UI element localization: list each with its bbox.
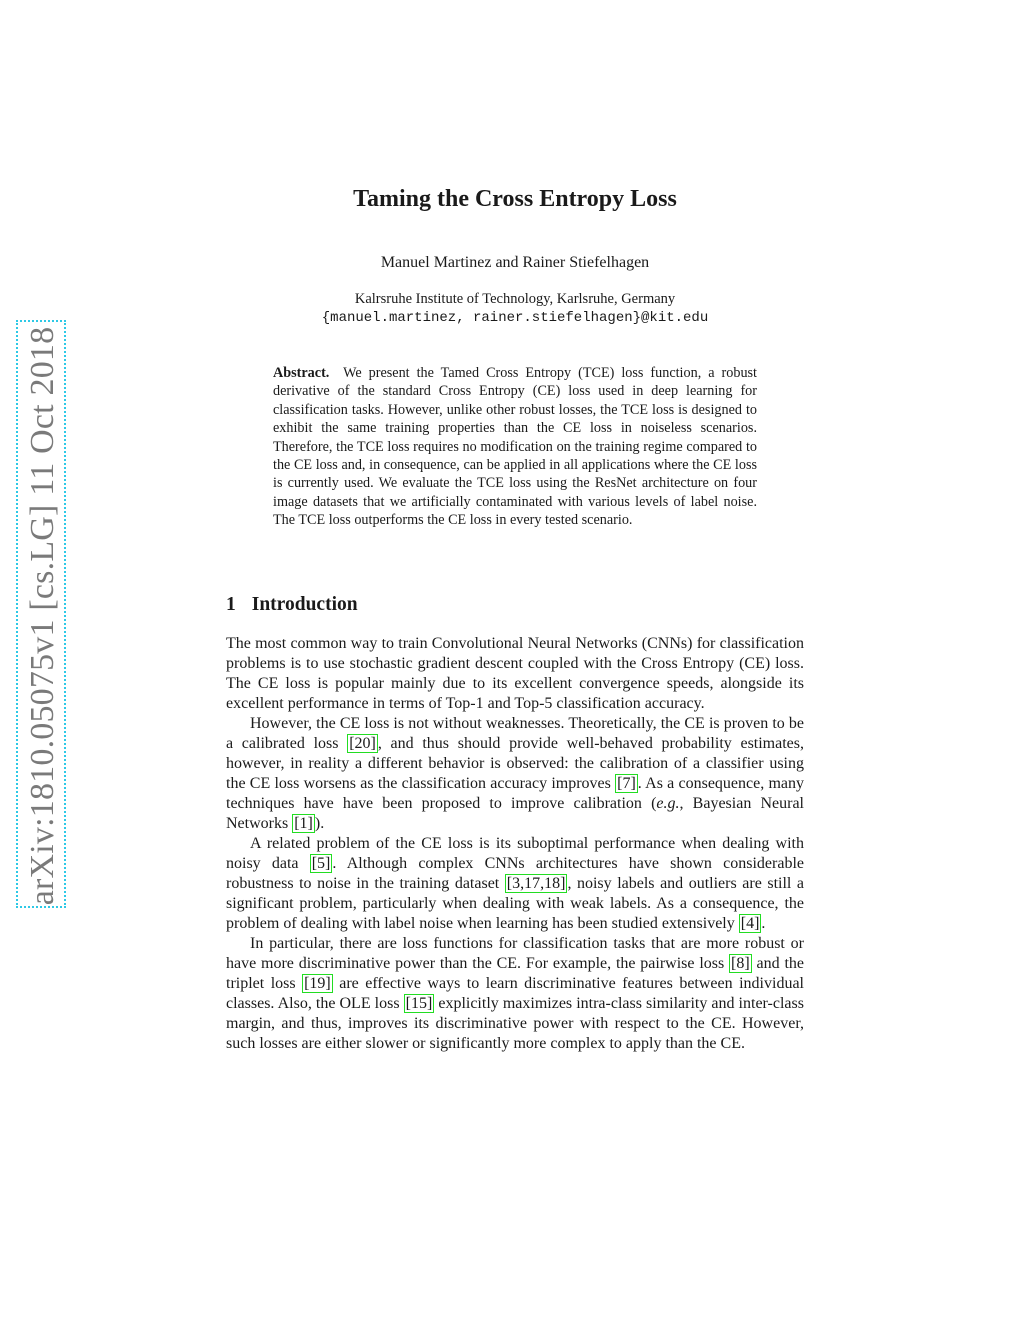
citation-link[interactable]: [4] <box>740 915 760 932</box>
text-run: A related problem of the CE loss is its suboptimal performance when dealing with noisy data <box>226 835 804 872</box>
text-run: and the triplet loss <box>226 955 804 992</box>
arxiv-stamp-text: arXiv:1810.05075v1 [cs.LG] 11 Oct 2018 <box>24 326 61 906</box>
citation-link[interactable]: [8] <box>731 955 750 972</box>
citation-link[interactable]: [1] <box>294 815 313 832</box>
text-run: In particular, there are loss functions for classification tasks that are more robust or have more discriminative power than the CE. For example, the pairwise loss <box>226 935 804 972</box>
abstract-text: We present the Tamed Cross Entropy (TCE) loss function, a robust derivative of the standard Cross Entropy (CE) loss used in deep learning for classification tasks. However, unlike other robust losses, the TCE loss is designed to exhibit the same training properties than the CE loss in noiseless scenarios. Therefore, the TCE loss requires no modification on the training regime compared to the CE loss and, in consequence, can be applied in all applications where the CE loss is currently used. We evaluate the TCE loss using the ResNet architecture on four image datasets that we artificially contaminated with various levels of label noise. The TCE loss outperforms the CE loss in every tested scenario. <box>273 365 757 529</box>
abstract <box>273 364 757 530</box>
arxiv-stamp <box>16 320 66 908</box>
section-body <box>226 634 804 1054</box>
text-run: . Although complex CNNs architectures have shown considerable robustness to noise in the training dataset <box>226 855 804 892</box>
text-run: are effective ways to learn discriminative features between individual classes. Also, the OLE loss <box>226 975 804 1012</box>
text-run: However, the CE loss is not without weaknesses. Theoretically, the CE is proven to be a calibrated loss <box>226 715 804 752</box>
text-run: , noisy labels and outliers are still a significant problem, particularly when dealing with weak labels. As a consequence, the problem of dealing with label noise when learning has been studied extensively <box>226 875 804 932</box>
text-run: , and thus should provide well-behaved probability estimates, however, in reality a different behavior is observed: the calibration of a classifier using the CE loss worsens as the classification accuracy improves <box>226 735 805 792</box>
text-run: ). <box>314 815 325 832</box>
text-run: , Bayesian Neural Networks <box>226 795 804 832</box>
paragraph-1: The most common way to train Convolutional Neural Networks (CNNs) for classification problems is to use stochastic gradient descent coupled with the Cross Entropy (CE) loss. The CE loss is popular mainly due to its excellent convergence speeds, alongside its excellent performance in terms of Top-1 and Top-5 classification accuracy. <box>226 635 804 712</box>
abstract-label: Abstract. <box>273 365 330 381</box>
section-title: Introduction <box>251 594 358 615</box>
text-run: . <box>761 915 766 932</box>
paragraph-3 <box>226 834 804 934</box>
citation-link[interactable]: [19] <box>304 975 331 992</box>
authors: Manuel Martinez and Rainer Stiefelhagen <box>380 254 650 271</box>
section-number: 1 <box>226 594 236 615</box>
paragraph-4 <box>226 934 804 1054</box>
citation-link[interactable]: [20] <box>349 735 376 752</box>
citation-link[interactable]: [5] <box>311 855 331 872</box>
text-run-italic: e.g. <box>656 795 680 812</box>
paper-title: Taming the Cross Entropy Loss <box>353 186 677 212</box>
email[interactable]: {manuel.martinez, rainer.stiefelhagen}@kit.edu <box>321 310 709 326</box>
citation-link[interactable]: [15] <box>405 995 433 1012</box>
affiliation-block <box>226 290 804 328</box>
section-heading <box>226 594 358 616</box>
text-run: . As a consequence, many techniques have have been proposed to improve calibration ( <box>226 775 805 812</box>
affiliation: Kalrsruhe Institute of Technology, Karlsruhe, Germany <box>354 291 676 307</box>
paragraph-2 <box>226 714 804 834</box>
citation-link[interactable]: [7] <box>617 775 636 792</box>
citation-link[interactable]: [3,17,18] <box>506 875 566 892</box>
text-run: explicitly maximizes intra-class similarity and inter-class margin, and thus, improves its discriminative power with respect to the CE. However, such losses are either slower or significantly more complex to apply than the CE. <box>226 995 804 1052</box>
